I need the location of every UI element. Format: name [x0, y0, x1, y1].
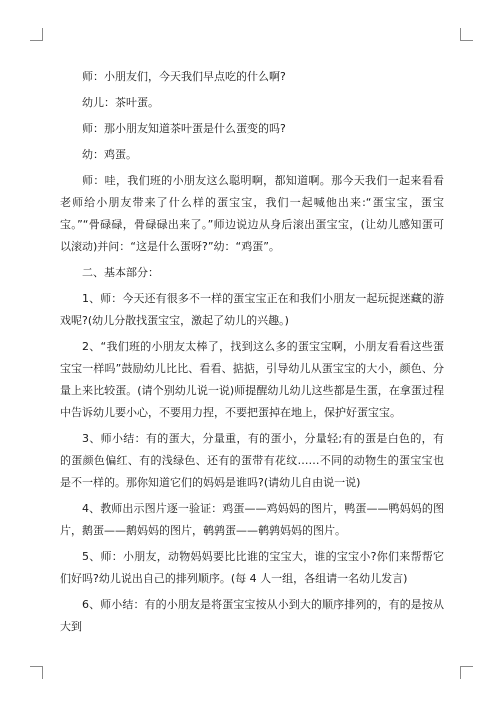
section-heading-basic-part: 二、基本部分： [82, 266, 159, 279]
paragraph-teacher-question-1: 师：小朋友们，今天我们早点吃的什么啊? [82, 70, 286, 83]
paragraph-teacher-question-2: 师：那小朋友知道茶叶蛋是什么蛋变的吗? [82, 122, 286, 135]
document-body [60, 66, 444, 638]
crop-mark-top-right [460, 28, 473, 41]
crop-mark-bottom-right [460, 666, 473, 679]
paragraph-step-1: 1、师：今天还有很多不一样的蛋宝宝正在和我们小朋友一起玩捉迷藏的游戏呢?(幼儿分散找蛋宝宝，激起了幼儿的兴趣。) [60, 292, 444, 327]
paragraph-step-3: 3、师小结：有的蛋大，分量重，有的蛋小，分量轻;有的蛋是白色的，有的蛋颜色偏红、有的浅绿色、还有的蛋带有花纹……不同的动物生的蛋宝宝也是不一样的。那你知道它们的妈妈是谁吗?(请幼儿自由说一说) [60, 432, 444, 489]
paragraph-step-4: 4、教师出示图片逐一验证：鸡蛋——鸡妈妈的图片，鸭蛋——鸭妈妈的图片，鹅蛋——鹅妈妈的图片，鹌鹑蛋——鹌鹑妈妈的图片。 [60, 502, 444, 537]
crop-mark-bottom-left [30, 666, 43, 679]
paragraph-child-answer-2: 幼：鸡蛋。 [82, 148, 137, 161]
paragraph-step-2: 2、“我们班的小朋友太棒了，找到这么多的蛋宝宝啊，小朋友看看这些蛋宝宝一样吗”鼓励幼儿比比、看看、掂掂，引导幼儿从蛋宝宝的大小，颜色、分量上来比较蛋。(请个别幼儿说一说)师提醒幼儿幼儿这些都是生蛋，在拿蛋过程中告诉幼儿要小心，不要用力捏，不要把蛋掉在地上，保护好蛋宝宝。 [60, 340, 444, 419]
paragraph-teacher-intro: 师：哇，我们班的小朋友这么聪明啊，都知道啊。那今天我们一起来看看老师给小朋友带来了什么样的蛋宝宝，我们一起喊他出来:“蛋宝宝，蛋宝宝。”“骨碌碌，骨碌碌出来了。”师边说边从身后滚出蛋宝宝，(让幼儿感知蛋可以滚动)并问：“这是什么蛋呀?”幼：“鸡蛋”。 [60, 174, 444, 253]
paragraph-step-5: 5、师：小朋友，动物妈妈要比比谁的宝宝大，谁的宝宝小?你们来帮帮它们好吗?幼儿说出自己的排列顺序。(每 4 人一组，各组请一名幼儿发言) [60, 550, 444, 585]
paragraph-child-answer-1: 幼儿：茶叶蛋。 [82, 96, 159, 109]
crop-mark-top-left [30, 28, 43, 41]
paragraph-step-6: 6、师小结：有的小朋友是将蛋宝宝按从小到大的顺序排列的，有的是按从大到 [60, 598, 444, 633]
